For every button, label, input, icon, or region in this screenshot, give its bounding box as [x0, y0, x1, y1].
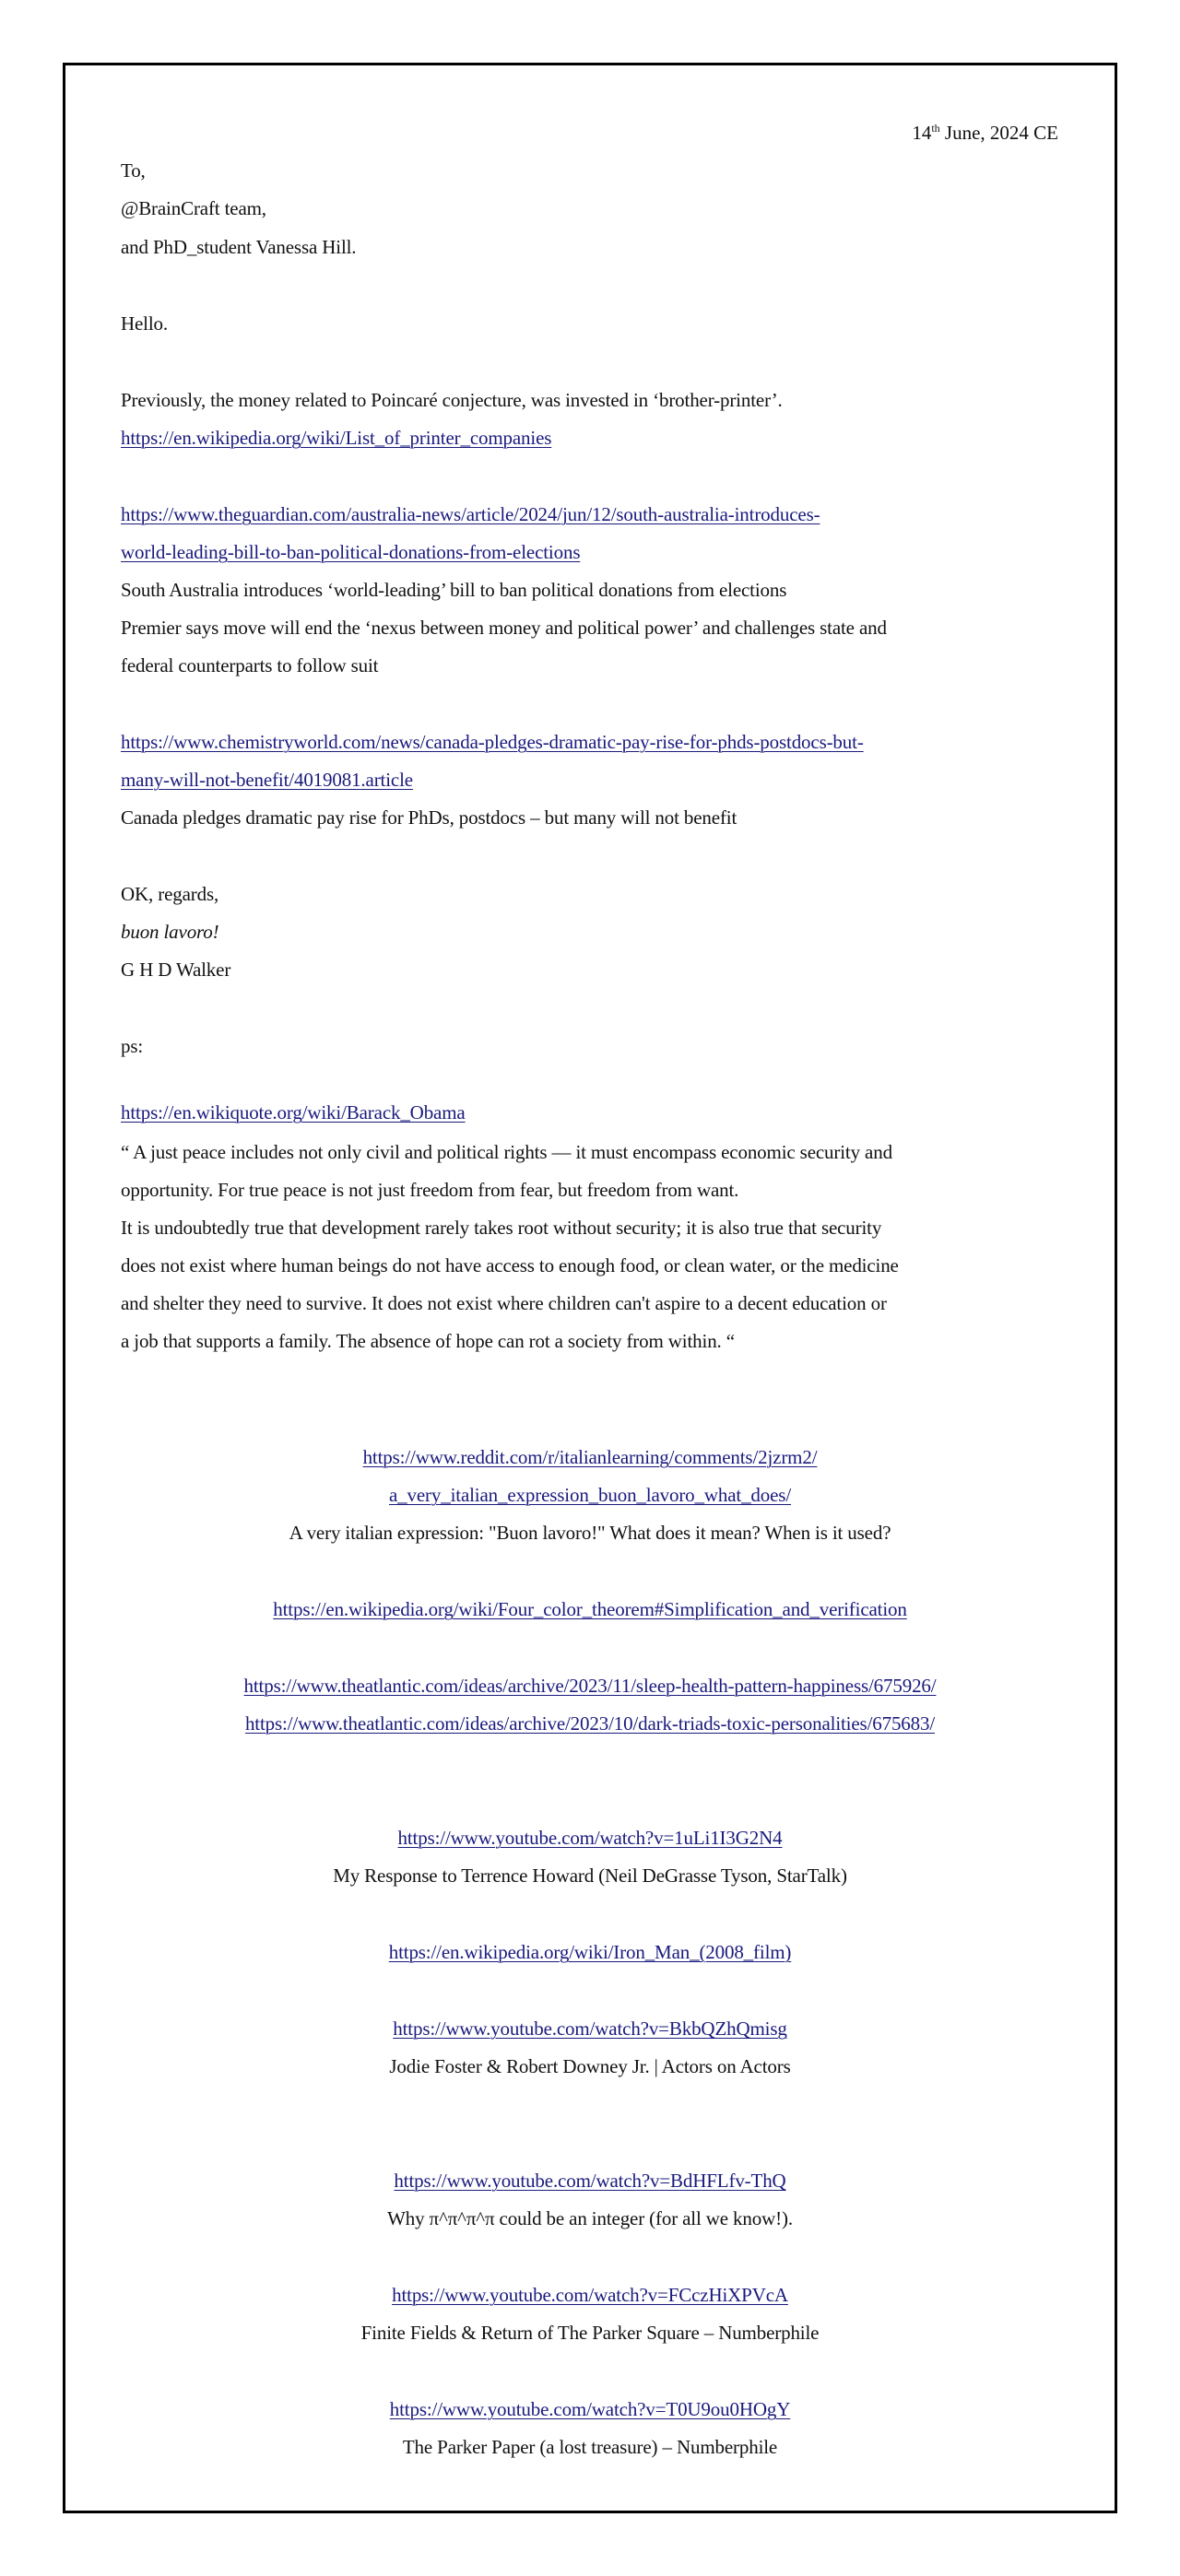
printer-companies-link[interactable]: https://en.wikipedia.org/wiki/List_of_printer_companies	[121, 427, 552, 449]
quote-line: and shelter they need to survive. It does not exist where children can't aspire to a decent education or	[121, 1292, 887, 1314]
youtube-caption: Why π^π^π^π could be an integer (for all we know!).	[387, 2207, 793, 2229]
reference-atlantic-2[interactable]	[63, 1711, 1117, 1736]
reference-link-reddit[interactable]	[63, 1444, 1117, 1470]
youtube-caption: Jodie Foster & Robert Downey Jr. | Actors on Actors	[389, 2055, 791, 2077]
reference-youtube-4[interactable]	[63, 2282, 1117, 2308]
atlantic-dark-triads-link[interactable]: https://www.theatlantic.com/ideas/archive/2023/10/dark-triads-toxic-personalities/675683/	[244, 1712, 936, 1735]
guardian-summary: federal counterparts to follow suit	[121, 654, 379, 676]
chemistry-headline: Canada pledges dramatic pay rise for PhDs, postdocs – but many will not benefit	[121, 806, 738, 829]
iron-man-link[interactable]: https://en.wikipedia.org/wiki/Iron_Man_(2008_film)	[388, 1941, 792, 1963]
quote-line: It is undoubtedly true that development rarely takes root without security; it is also true that security	[121, 1217, 882, 1239]
guardian-link[interactable]: https://www.theguardian.com/australia-news/article/2024/jun/12/south-australia-introduces-	[121, 503, 820, 525]
quote-line: a job that supports a family. The absence of hope can rot a society from within. “	[121, 1330, 735, 1352]
intro-text: Previously, the money related to Poincaré conjecture, was invested in ‘brother-printer’.	[121, 389, 783, 411]
closing-regards: OK, regards,	[121, 883, 219, 905]
recipient-line: and PhD_student Vanessa Hill.	[121, 236, 357, 258]
reference-four-color[interactable]	[63, 1596, 1117, 1622]
reddit-link[interactable]: https://www.reddit.com/r/italianlearning/comments/2jzrm2/	[362, 1446, 818, 1468]
four-color-theorem-link[interactable]: https://en.wikipedia.org/wiki/Four_color_theorem#Simplification_and_verification	[273, 1598, 907, 1620]
reference-youtube-2[interactable]	[63, 2016, 1117, 2041]
youtube-caption: The Parker Paper (a lost treasure) – Numberphile	[402, 2436, 778, 2458]
quote-line: does not exist where human beings do not have access to enough food, or clean water, or the medicine	[121, 1254, 899, 1276]
quote-line: “ A just peace includes not only civil and political rights — it must encompass economic security and	[121, 1141, 892, 1163]
chemistry-link[interactable]: https://www.chemistryworld.com/news/canada-pledges-dramatic-pay-rise-for-phds-postdocs-but-	[121, 731, 864, 753]
youtube-caption: My Response to Terrence Howard (Neil DeGrasse Tyson, StarTalk)	[333, 1864, 847, 1887]
youtube-caption: Finite Fields & Return of The Parker Square – Numberphile	[360, 2322, 820, 2344]
date-suffix: th	[931, 122, 940, 135]
wikiquote-link[interactable]: https://en.wikiquote.org/wiki/Barack_Obama	[121, 1101, 466, 1123]
youtube-link[interactable]: https://www.youtube.com/watch?v=1uLi1I3G2N4	[397, 1827, 783, 1849]
youtube-link[interactable]: https://www.youtube.com/watch?v=BdHFLfv-ThQ	[394, 2170, 786, 2192]
recipient-line: To,	[121, 159, 146, 182]
guardian-summary: Premier says move will end the ‘nexus between money and political power’ and challenges state and	[121, 617, 887, 639]
reddit-link[interactable]: a_very_italian_expression_buon_lavoro_what_does/	[388, 1484, 792, 1506]
guardian-headline: South Australia introduces ‘world-leading’ bill to ban political donations from elections	[121, 579, 787, 601]
quote-line: opportunity. For true peace is not just freedom from fear, but freedom from want.	[121, 1179, 739, 1201]
closing-sign-off: buon lavoro!	[121, 921, 219, 943]
reference-link-reddit-cont[interactable]	[63, 1482, 1117, 1508]
youtube-link[interactable]: https://www.youtube.com/watch?v=FCczHiXPVcA	[392, 2284, 788, 2306]
date-day: 14	[912, 122, 932, 144]
reference-iron-man[interactable]	[63, 1939, 1117, 1965]
youtube-link[interactable]: https://www.youtube.com/watch?v=T0U9ou0HOgY	[389, 2398, 791, 2420]
chemistry-link[interactable]: many-will-not-benefit/4019081.article	[121, 769, 413, 791]
greeting: Hello.	[121, 312, 169, 335]
atlantic-sleep-link[interactable]: https://www.theatlantic.com/ideas/archive/2023/11/sleep-health-pattern-happiness/675926/	[243, 1675, 937, 1697]
youtube-link[interactable]: https://www.youtube.com/watch?v=BkbQZhQmisg	[393, 2017, 787, 2040]
reference-youtube-3[interactable]	[63, 2168, 1117, 2194]
date-rest: June, 2024 CE	[939, 122, 1058, 144]
reference-youtube-1[interactable]	[63, 1825, 1117, 1851]
reference-youtube-5[interactable]	[63, 2396, 1117, 2422]
letter-date	[912, 120, 1058, 146]
recipient-line: @BrainCraft team,	[121, 197, 266, 219]
reddit-caption: A very italian expression: "Buon lavoro!" What does it mean? When is it used?	[289, 1522, 891, 1544]
ps-label: ps:	[121, 1035, 144, 1057]
reference-atlantic-1[interactable]	[63, 1673, 1117, 1699]
signature-name: G H D Walker	[121, 959, 231, 981]
guardian-link[interactable]: world-leading-bill-to-ban-political-donations-from-elections	[121, 541, 581, 563]
